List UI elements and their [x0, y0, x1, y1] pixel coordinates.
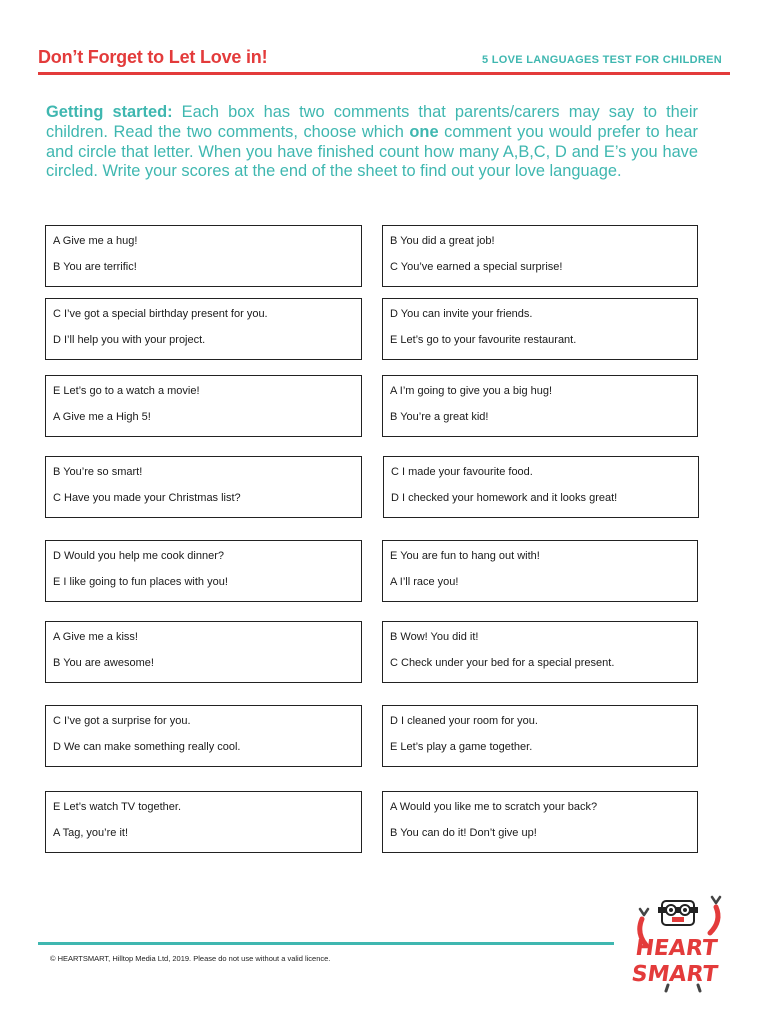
question-box	[382, 621, 698, 683]
choice-option[interactable]: A I’m going to give you a big hug!	[390, 385, 553, 397]
choice-option[interactable]: B You’re so smart!	[53, 466, 143, 478]
choice-option[interactable]: A I’ll race you!	[390, 576, 459, 588]
question-box	[45, 225, 362, 287]
intro-paragraph	[46, 103, 698, 182]
choice-option[interactable]: C I’ve got a special birthday present for you.	[53, 308, 268, 320]
question-box	[382, 225, 698, 287]
choice-option[interactable]: C I made your favourite food.	[391, 466, 533, 478]
question-box	[382, 791, 698, 853]
heartsmart-robot-logo-icon	[628, 893, 738, 993]
choice-option[interactable]: D I’ll help you with your project.	[53, 334, 206, 346]
header-divider	[38, 72, 730, 75]
choice-option[interactable]: A Give me a kiss!	[53, 631, 138, 643]
choice-option[interactable]: C Have you made your Christmas list?	[53, 492, 241, 504]
question-box	[45, 621, 362, 683]
choice-option[interactable]: C You’ve earned a special surprise!	[390, 261, 563, 273]
question-box	[382, 375, 698, 437]
copyright-notice: © HEARTSMART, Hilltop Media Ltd, 2019. Please do not use without a valid licence.	[50, 954, 331, 963]
choice-option[interactable]: B Wow! You did it!	[390, 631, 479, 643]
page-title: Don’t Forget to Let Love in!	[38, 47, 268, 67]
choice-option[interactable]: A Give me a hug!	[53, 235, 138, 247]
footer-divider	[38, 942, 614, 945]
choice-option[interactable]: E Let’s go to your favourite restaurant.	[390, 334, 577, 346]
choice-option[interactable]: C Check under your bed for a special present.	[390, 657, 615, 669]
question-box	[45, 705, 362, 767]
choice-option[interactable]: A Tag, you’re it!	[53, 827, 129, 839]
choice-option[interactable]: E You are fun to hang out with!	[390, 550, 540, 562]
choice-option[interactable]: B You did a great job!	[390, 235, 495, 247]
svg-text:HEART: HEART	[633, 935, 719, 961]
choice-option[interactable]: D I cleaned your room for you.	[390, 715, 538, 727]
choice-option[interactable]: D I checked your homework and it looks great!	[391, 492, 618, 504]
question-box	[45, 375, 362, 437]
question-box	[45, 791, 362, 853]
question-box	[382, 540, 698, 602]
intro-text-part2: comment you would prefer to hear and circle that letter. When you have finished count how many A,B,C, D and E’s you have circled. Write your scores at the end of the sheet to find out your love language.	[46, 122, 698, 181]
choice-option[interactable]: D We can make something really cool.	[53, 741, 241, 753]
choice-option[interactable]: E Let’s watch TV together.	[53, 801, 182, 813]
svg-text:SMART: SMART	[629, 961, 720, 987]
page-subtitle: 5 LOVE LANGUAGES TEST FOR CHILDREN	[482, 54, 722, 66]
question-box	[383, 456, 699, 518]
choice-option[interactable]: E Let’s go to a watch a movie!	[53, 385, 200, 397]
choice-option[interactable]: E Let’s play a game together.	[390, 741, 533, 753]
choice-option[interactable]: B You are awesome!	[53, 657, 154, 669]
choice-option[interactable]: C I’ve got a surprise for you.	[53, 715, 191, 727]
intro-text-part1: Each box has two comments that parents/carers may say to their children. Read the two comments, choose which	[46, 103, 698, 141]
question-box	[45, 540, 362, 602]
choice-option[interactable]: B You’re a great kid!	[390, 411, 489, 423]
question-box	[382, 705, 698, 767]
choice-option[interactable]: A Give me a High 5!	[53, 411, 151, 423]
choice-option[interactable]: B You are terrific!	[53, 261, 137, 273]
choice-option[interactable]: D Would you help me cook dinner?	[53, 550, 225, 562]
question-box	[45, 298, 362, 360]
choice-option[interactable]: B You can do it! Don’t give up!	[390, 827, 537, 839]
question-box	[45, 456, 362, 518]
question-box	[382, 298, 698, 360]
choice-option[interactable]: D You can invite your friends.	[390, 308, 533, 320]
choice-option[interactable]: E I like going to fun places with you!	[53, 576, 228, 588]
intro-emphasis: one	[409, 122, 439, 141]
intro-lead: Getting started:	[46, 103, 173, 121]
choice-option[interactable]: A Would you like me to scratch your back?	[390, 801, 598, 813]
